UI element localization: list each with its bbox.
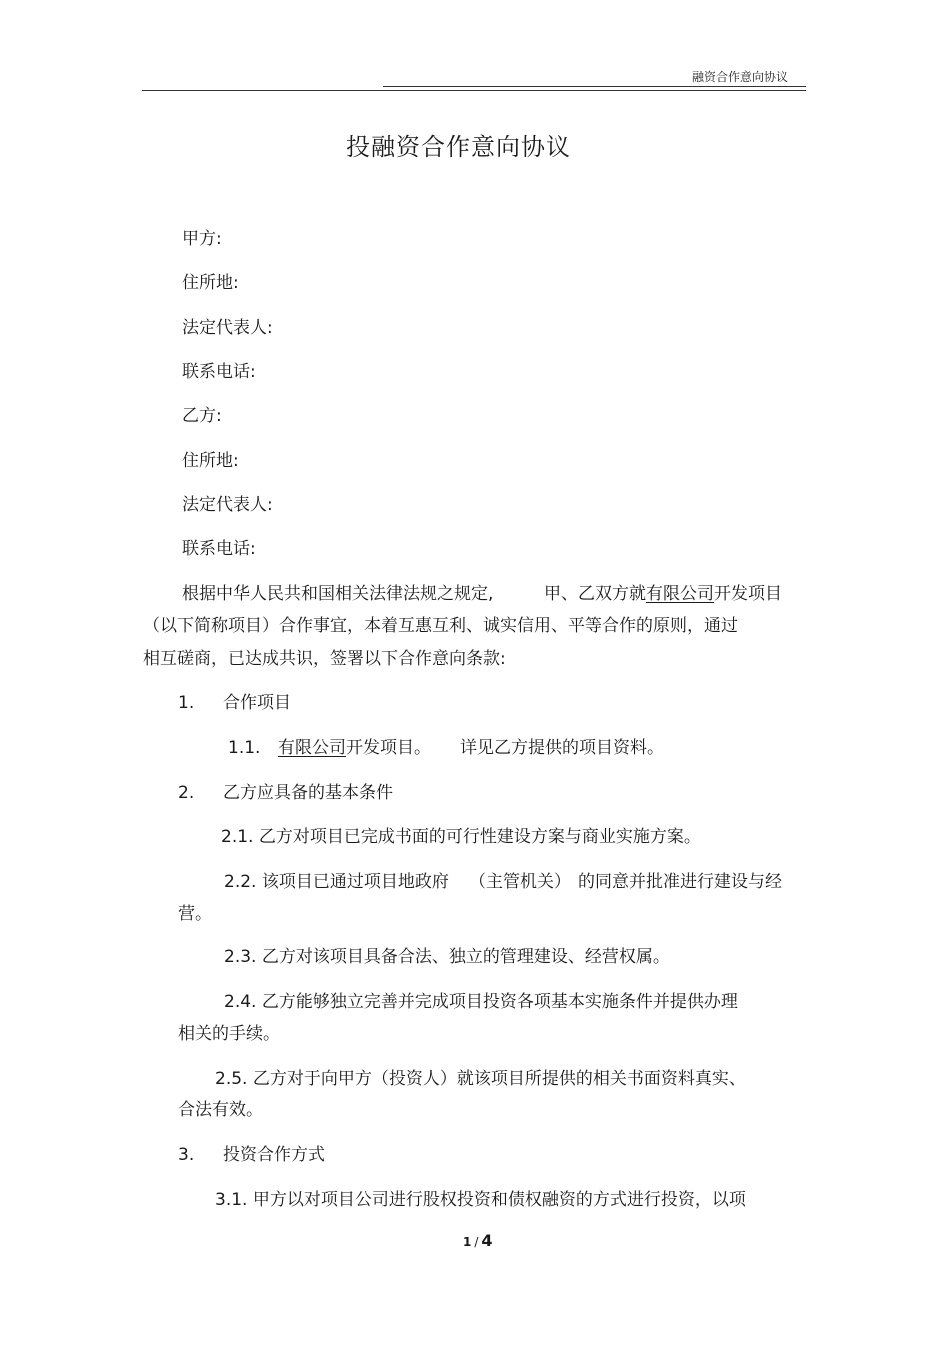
page-number — [463, 1233, 493, 1250]
intro-project: 开发项目 — [714, 584, 782, 604]
clause-1-1-company-blank: 有限公司 — [278, 738, 346, 758]
clause-2-5-a: 2.5. 乙方对于向甲方（投资人）就该项目所提供的相关书面资料真实、 — [215, 1069, 746, 1089]
clause-2-2-a: 2.2. 该项目已通过项目地政府 — [224, 872, 449, 892]
clause-1-1-project: 开发项目。 — [346, 738, 431, 758]
clause-1-1 — [278, 737, 431, 759]
party-b-representative-label: 法定代表人: — [182, 495, 273, 515]
party-b-phone-label: 联系电话: — [182, 539, 256, 559]
party-b-label: 乙方: — [182, 406, 222, 426]
clause-2-4-b: 相关的手续。 — [178, 1024, 280, 1044]
header-rule-long — [142, 90, 806, 91]
clause-2-4-a: 2.4. 乙方能够独立完善并完成项目投资各项基本实施条件并提供办理 — [224, 992, 738, 1012]
clause-1-1-detail: 详见乙方提供的项目资料。 — [460, 738, 664, 758]
running-header: 融资合作意向协议 — [692, 70, 789, 84]
intro-parties: 甲、乙双方就 — [544, 584, 646, 604]
section-3-number: 3. — [178, 1145, 195, 1165]
clause-2-2-c: 的同意并批准进行建设与经 — [578, 872, 782, 892]
header-rule-short — [383, 86, 806, 87]
clause-1-1-number: 1.1. — [228, 738, 261, 758]
party-a-representative-label: 法定代表人: — [182, 318, 273, 338]
party-a-phone-label: 联系电话: — [182, 362, 256, 382]
clause-2-2-d: 营。 — [178, 904, 212, 924]
intro-line-2: （以下简称项目）合作事宜，本着互惠互利、诚实信用、平等合作的原则，通过 — [143, 616, 738, 636]
party-a-address-label: 住所地: — [182, 273, 239, 293]
section-2-number: 2. — [178, 783, 195, 803]
section-3-title: 投资合作方式 — [223, 1145, 325, 1165]
intro-line-1-a: 根据中华人民共和国相关法律法规之规定, — [182, 584, 494, 604]
document-title: 投融资合作意向协议 — [346, 133, 571, 161]
total-pages: 4 — [481, 1231, 493, 1250]
party-b-address-label: 住所地: — [182, 451, 239, 471]
section-1-title: 合作项目 — [223, 693, 291, 713]
clause-3-1: 3.1. 甲方以对项目公司进行股权投资和债权融资的方式进行投资，以项 — [215, 1190, 746, 1210]
intro-company-blank: 有限公司 — [646, 584, 714, 604]
section-2-title: 乙方应具备的基本条件 — [223, 783, 393, 803]
intro-line-1-b — [544, 583, 782, 605]
current-page: 1 — [463, 1235, 472, 1249]
intro-line-3: 相互磋商，已达成共识，签署以下合作意向条款: — [143, 649, 506, 669]
page-separator: / — [474, 1235, 479, 1249]
clause-2-3: 2.3. 乙方对该项目具备合法、独立的管理建设、经营权属。 — [224, 947, 670, 967]
clause-2-1: 2.1. 乙方对项目已完成书面的可行性建设方案与商业实施方案。 — [221, 827, 701, 847]
section-1-number: 1. — [178, 693, 195, 713]
party-a-label: 甲方: — [182, 229, 222, 249]
clause-2-2-b: （主管机关） — [469, 872, 571, 892]
clause-2-5-b: 合法有效。 — [178, 1100, 263, 1120]
